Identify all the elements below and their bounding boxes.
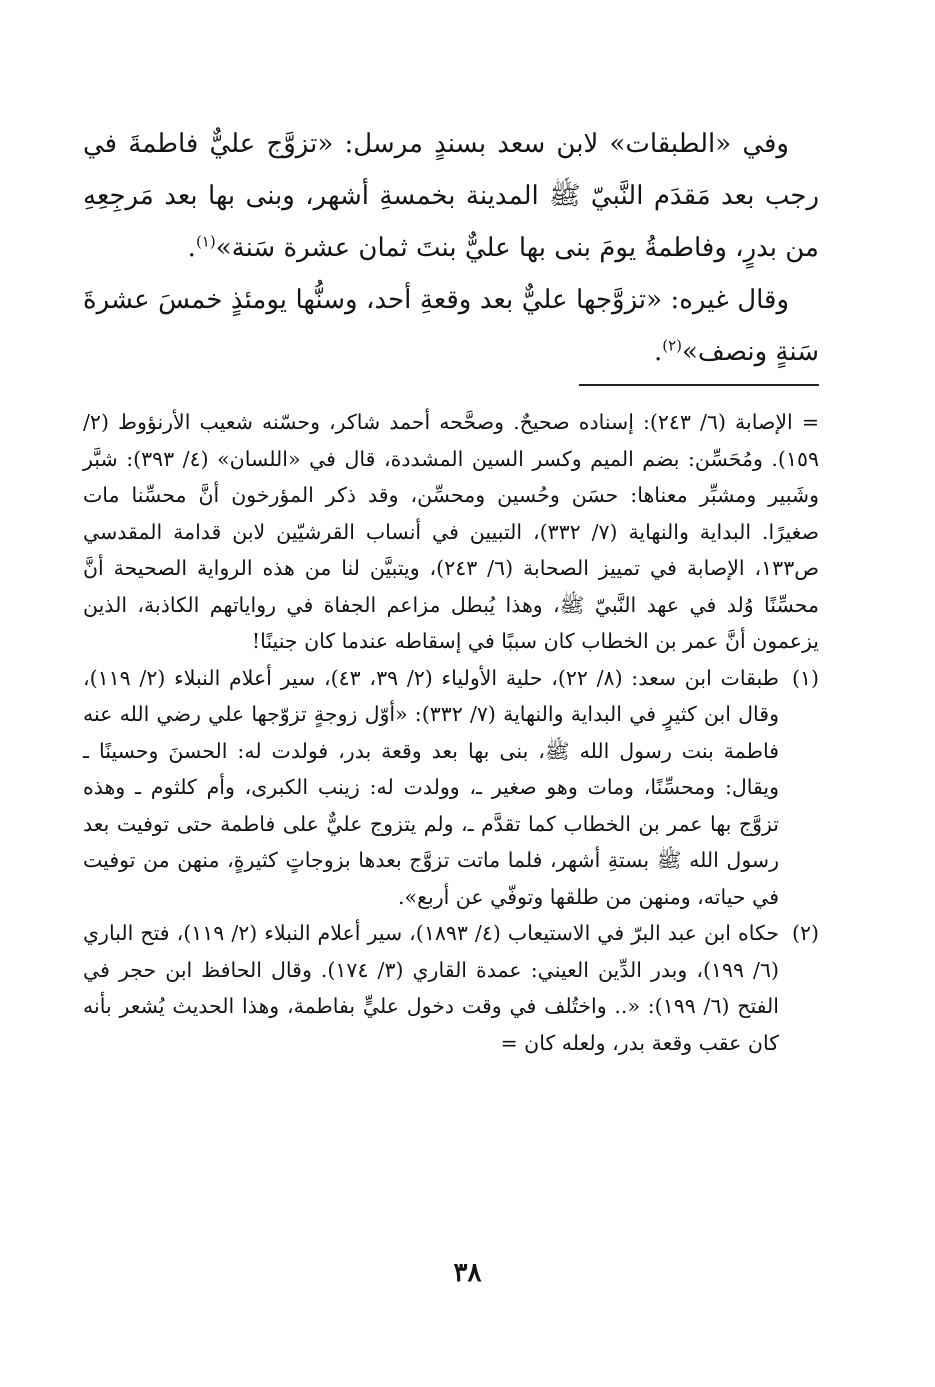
main-paragraph-2-text: وقال غيره: «تزوَّجها عليٌّ بعد وقعةِ أحد، وسنُّها يومئذٍ خمسَ عشرةَ سَنةٍ ونصف» — [83, 285, 819, 367]
main-paragraph-1-end: . — [187, 233, 196, 263]
footnote-1-text: طبقات ابن سعد: (٨/ ٢٢)، حلية الأولياء (٢/ ٣٩، ٤٣)، سير أعلام النبلاء (٢/ ١١٩)، وقال ابن كثيرٍ في البداية والنهاية (٧/ ٣٣٢): «أوّل زوجةٍ تزوّجها علي رضي الله عنه فاطمة بنت رسول الله ﷺ، بنى بها بعد وقعة بدر، فولدت له: الحسنَ وحسينًا ـ ويقال: ومحسِّنًا، ومات وهو صغير ـ، وولدت له: زينب الكبرى، وأم كلثوم ـ وهذه تزوَّج بها عمر بن الخطاب كما تقدَّم ـ، ولم يتزوج عليٌّ على فاطمة حتى توفيت بعد رسول الله ﷺ بستةِ أشهر، فلما ماتت تزوَّج بعدها بزوجاتٍ كثيرةٍ، منهن من توفيت في حياته، ومنهن من طلقها وتوفّي عن أربع». — [83, 665, 780, 909]
footnote-continuation: = الإصابة (٦/ ٢٤٣): إسناده صحيحٌ. وصحَّحه أحمد شاكر، وحسّنه شعيب الأرنؤوط (٢/ ١٥٩). ومُحَسِّن: بضم الميم وكسر السين المشددة، قال في «اللسان» (٤/ ٣٩٣): شبَّر وشَبير ومشبِّر معناها: حسَن وحُسين ومحسِّن، وقد ذكر المؤرخون أنَّ محسِّنا مات صغيرًا. البداية والنهاية (٧/ ٣٣٢)، التبيين في أنساب القرشيّين لابن قدامة المقدسي ص١٣٣، الإصابة في تمييز الصحابة (٦/ ٢٤٣)، ويتبيَّن لنا من هذه الرواية الصحيحة أنَّ محسِّنًا وُلد في عهد النَّبيّ ﷺ، وهذا يُبطل مزاعم الجفاة في رواياتهم الكاذبة، الذين يزعمون أنَّ عمر بن الخطاب كان سببًا في إسقاطه عندما كان جنينًا! — [83, 410, 820, 653]
footnote-ref-2: (٢) — [662, 336, 682, 355]
main-paragraph-1-text: وفي «الطبقات» لابن سعد بسندٍ مرسل: «تزوَّج عليٌّ فاطمةَ في رجب بعد مَقدَم النَّبيّ ﷺ المدينة بخمسةِ أشهر، وبنى بها بعد مَرجِعِهِ من بدرٍ، وفاطمةُ يومَ بنى بها عليٌّ بنتَ ثمان عشرة سَنة» — [83, 129, 819, 263]
page-number: ٣٨ — [453, 1258, 482, 1288]
footnote-2-text: حكاه ابن عبد البرّ في الاستيعاب (٤/ ١٨٩٣)، سير أعلام النبلاء (٢/ ١١٩)، فتح الباري (٦/ ١٩٩)، وبدر الدِّين العيني: عمدة القاري (٣/ ١٧٤). وقال الحافظ ابن حجر في الفتح (٦/ ١٩٩): «.. واختُلف في وقت دخول عليٍّ بفاطمة، وهذا الحديث يُشعر بأنه كان عقب وقعة بدر، ولعله كان = — [83, 921, 779, 1055]
footnote-separator — [579, 384, 819, 386]
footnote-1 — [83, 660, 819, 916]
footnote-2-number: (٢) — [791, 921, 819, 945]
footnote-2 — [83, 915, 819, 1061]
main-paragraph-2 — [83, 274, 819, 378]
footnote-ref-1: (١) — [195, 232, 216, 251]
main-paragraph-2-end: . — [653, 337, 663, 367]
main-text — [83, 118, 819, 378]
main-paragraph-1 — [83, 118, 819, 274]
footnote-1-number: (١) — [791, 665, 819, 690]
footnotes — [83, 404, 819, 1061]
